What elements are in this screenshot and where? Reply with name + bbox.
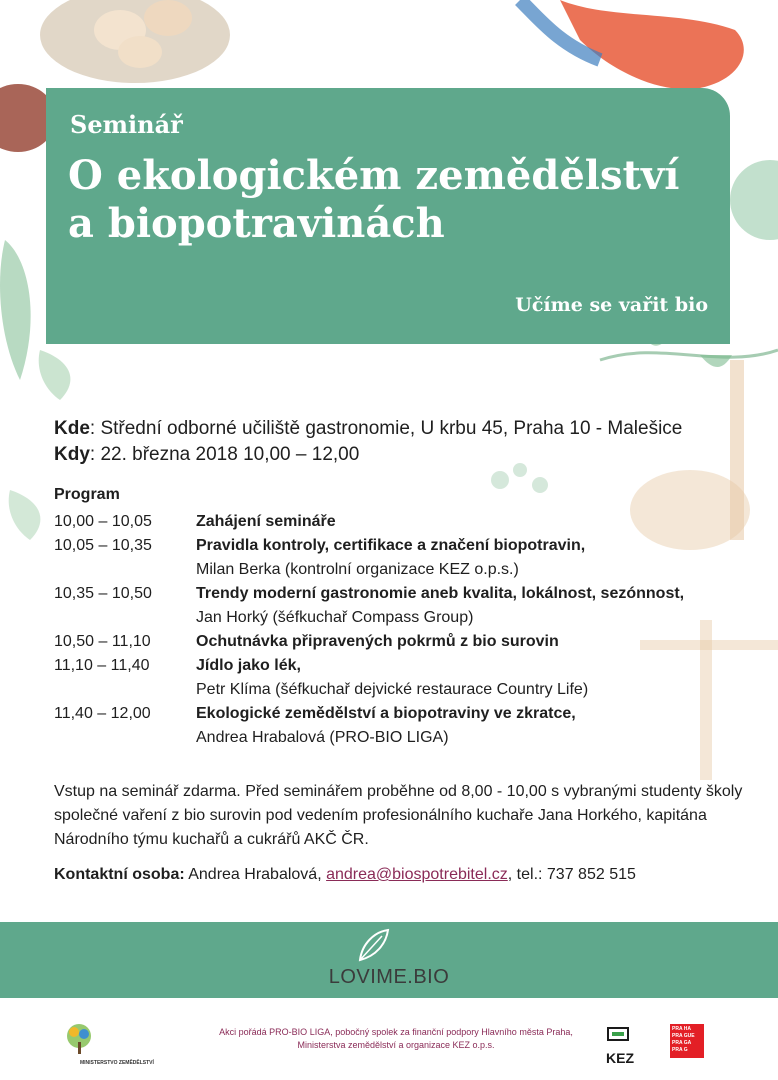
ministry-label: MINISTERSTVO ZEMĚDĚLSTVÍ bbox=[80, 1060, 154, 1066]
when-label: Kdy bbox=[54, 444, 90, 465]
program-title: Pravidla kontroly, certifikace a značení biopotravin, bbox=[196, 537, 586, 554]
program-title: Trendy moderní gastronomie aneb kvalita, lokálnost, sezónnost, bbox=[196, 585, 685, 602]
program-title: Ekologické zemědělství a biopotraviny ve zkratce, bbox=[196, 705, 576, 722]
program-speaker: Jan Horký (šéfkuchař Compass Group) bbox=[196, 609, 474, 626]
program-time: 10,00 – 10,05 bbox=[54, 513, 152, 530]
where-line bbox=[54, 418, 682, 440]
program-item bbox=[54, 654, 754, 702]
leaf-icon bbox=[352, 926, 392, 966]
where-label: Kde bbox=[54, 418, 90, 439]
program-time: 11,10 – 11,40 bbox=[54, 657, 150, 674]
praha-logo: PRA HA PRA GUE PRA GA PRA G bbox=[670, 1024, 704, 1058]
seminar-kicker: Seminář bbox=[70, 110, 183, 139]
program-title: Jídlo jako lék, bbox=[196, 657, 301, 674]
program-speaker: Petr Klíma (šéfkuchař dejvické restaurace Country Life) bbox=[196, 681, 589, 698]
program-item bbox=[54, 534, 754, 582]
ministry-logo-icon bbox=[62, 1022, 96, 1056]
title-line-1: O ekologickém zemědělství bbox=[68, 152, 680, 199]
seminar-subtitle: Učíme se vařit bio bbox=[515, 294, 708, 316]
contact-name: Andrea Hrabalová, bbox=[184, 866, 327, 883]
program-item bbox=[54, 630, 754, 654]
program-time: 10,35 – 10,50 bbox=[54, 585, 152, 602]
program-time: 11,40 – 12,00 bbox=[54, 705, 151, 722]
contact-label: Kontaktní osoba: bbox=[54, 866, 185, 883]
program-time: 10,50 – 11,10 bbox=[54, 633, 151, 650]
lovime-bio-logo: LOVIME.BIO bbox=[328, 966, 450, 988]
program-title: Ochutnávka připravených pokrmů z bio surovin bbox=[196, 633, 559, 650]
contact-phone: , tel.: 737 852 515 bbox=[507, 866, 636, 883]
when-line bbox=[54, 444, 359, 466]
kez-logo-icon bbox=[606, 1026, 632, 1042]
program-list bbox=[54, 510, 754, 750]
contact-line bbox=[54, 866, 636, 884]
title-line-2: a biopotravinách bbox=[68, 200, 445, 247]
kez-logo: KEZ bbox=[606, 1050, 634, 1066]
program-speaker: Andrea Hrabalová (PRO-BIO LIGA) bbox=[196, 729, 449, 746]
organizer-note bbox=[166, 1026, 626, 1052]
brand-band bbox=[0, 922, 778, 998]
organizer-line-1: Akci pořádá PRO-BIO LIGA, pobočný spolek za finanční podpory Hlavního města Praha, bbox=[219, 1027, 573, 1037]
program-item bbox=[54, 510, 754, 534]
program-heading: Program bbox=[54, 486, 120, 503]
where-value: : Střední odborné učiliště gastronomie, U krbu 45, Praha 10 - Malešice bbox=[89, 418, 683, 439]
program-item bbox=[54, 582, 754, 630]
organizer-line-2: Ministerstva zemědělství a organizace KEZ o.p.s. bbox=[297, 1040, 495, 1050]
contact-email-link[interactable]: andrea@biospotrebitel.cz bbox=[326, 866, 508, 883]
program-title: Zahájení semináře bbox=[196, 513, 336, 530]
seminar-title bbox=[68, 152, 728, 248]
admission-note: Vstup na seminář zdarma. Před seminářem proběhne od 8,00 - 10,00 s vybranými studenty školy společné vaření z bio surovin pod vedením profesionálního kuchaře Jana Horkého, kapitána Národního týmu kuchařů a cukrářů AKČ ČR. bbox=[54, 783, 743, 848]
program-item bbox=[54, 702, 754, 750]
title-banner bbox=[46, 88, 730, 344]
when-value: : 22. března 2018 10,00 – 12,00 bbox=[89, 444, 360, 465]
program-speaker: Milan Berka (kontrolní organizace KEZ o.p.s.) bbox=[196, 561, 519, 578]
program-time: 10,05 – 10,35 bbox=[54, 537, 152, 554]
